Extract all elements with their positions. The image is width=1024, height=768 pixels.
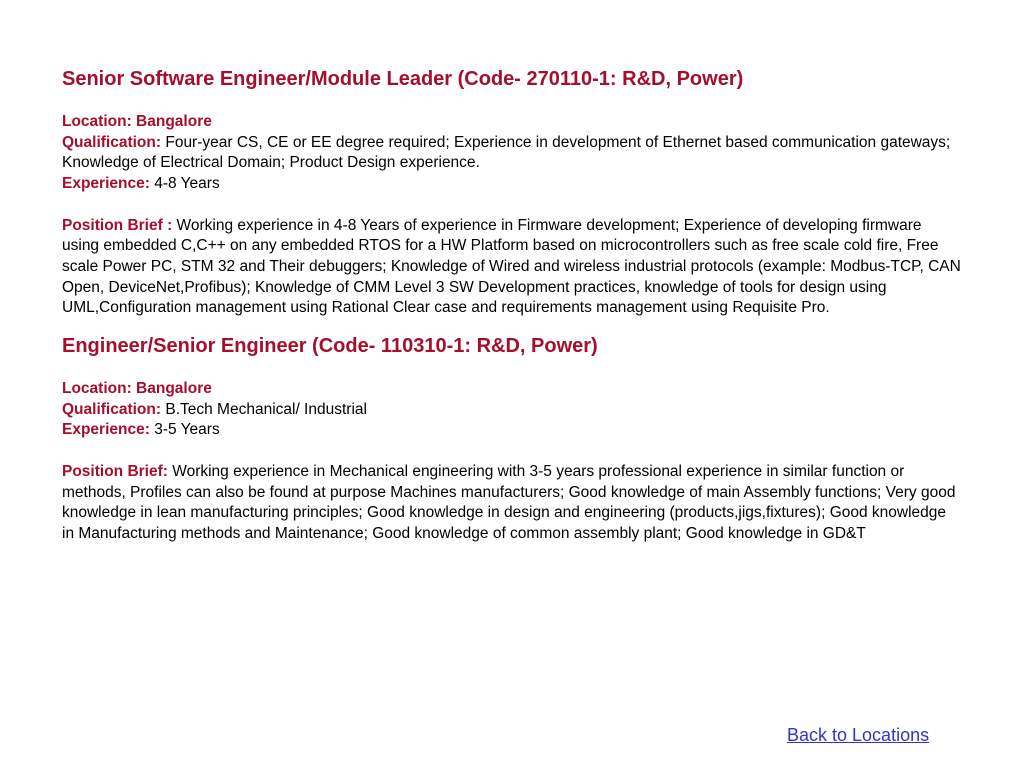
experience-label: Experience: xyxy=(62,421,150,439)
qualification-label: Qualification: xyxy=(62,400,162,418)
qualification-label: Qualification: xyxy=(62,133,162,151)
job-listings xyxy=(62,64,962,545)
job-details xyxy=(62,379,962,545)
job-title: Engineer/Senior Engineer (Code- 110310-1: R&D, Power) xyxy=(62,335,598,358)
job-title: Senior Software Engineer/Module Leader (Code- 270110-1: R&D, Power) xyxy=(62,68,744,90)
experience-line xyxy=(62,174,962,195)
qualification-line xyxy=(62,400,962,421)
position-brief xyxy=(62,216,962,320)
spacer xyxy=(62,195,962,216)
spacer xyxy=(62,441,962,462)
location-label: Location: Bangalore xyxy=(62,380,212,398)
experience-line xyxy=(62,420,962,441)
qualification-line xyxy=(62,133,962,174)
qualification-text: Four-year CS, CE or EE degree required; Experience in development of Ethernet based communication gateways; Knowledge of Electrical Domain; Product Design experience. xyxy=(62,133,951,172)
position-brief-label: Position Brief : xyxy=(62,216,177,234)
back-to-locations-link[interactable]: Back to Locations xyxy=(787,725,930,745)
position-brief-text: Working experience in Mechanical engineering with 3-5 years professional experience in similar function or methods, Profiles can also be found at purpose Machines manufacturers; Good knowledge of main Assembly functions; Very good knowledge in lean manufacturing principles; Good knowledge in design and engineering (products,jigs,fixtures); Good knowledge in Manufacturing methods and Maintenance; Good knowledge of common assembly plant; Good knowledge in GD&T xyxy=(62,462,956,542)
position-brief-text: Working experience in 4-8 Years of experience in Firmware development; Experience of developing firmware using embedded C,C++ on any embedded RTOS for a HW Platform based on microcontrollers such as free scale cold fire, Free scale Power PC, STM 32 and Their debuggers; Knowledge of Wired and wireless industrial protocols (example: Modbus-TCP, CAN Open, DeviceNet,Profibus); Knowledge of CMM Level 3 SW Development practices, knowledge of tools for design using UML,Configuration management using Rational Clear case and requirements management using Requisite Pro. xyxy=(62,216,961,317)
location-line xyxy=(62,112,962,133)
position-brief xyxy=(62,462,962,545)
experience-label: Experience: xyxy=(62,175,150,193)
qualification-text: B.Tech Mechanical/ Industrial xyxy=(161,400,367,418)
job-details xyxy=(62,112,962,319)
experience-text: 3-5 Years xyxy=(149,421,220,439)
position-brief-label: Position Brief: xyxy=(62,462,173,480)
location-label: Location: Bangalore xyxy=(62,113,212,130)
location-line xyxy=(62,379,962,400)
experience-text: 4-8 Years xyxy=(149,175,220,193)
